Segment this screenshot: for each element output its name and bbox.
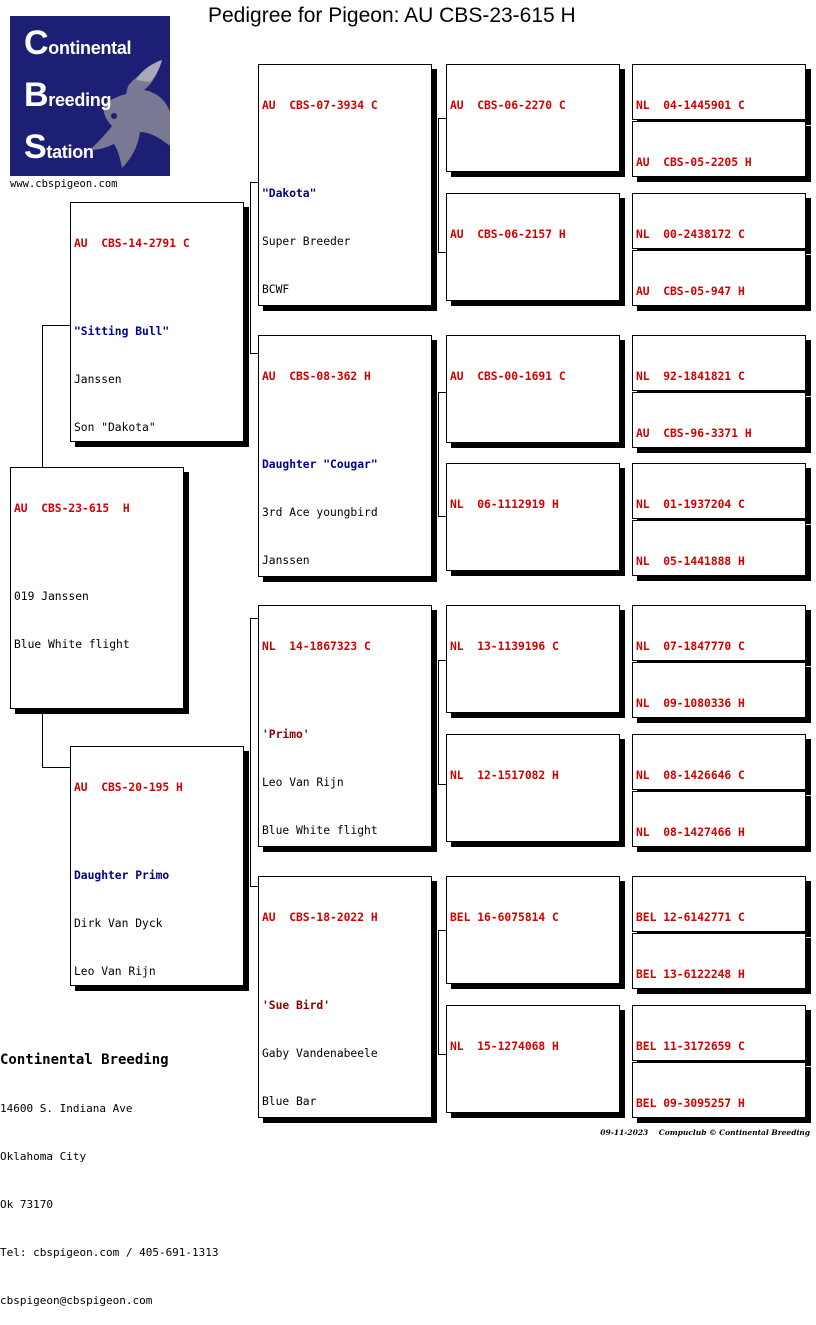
website-link[interactable]: www.cbspigeon.com (10, 178, 118, 190)
pedigree-box-dam-dam[interactable] (258, 876, 432, 1118)
box-line: Super Breeder (262, 235, 351, 248)
pedigree-box-g15[interactable] (632, 1005, 806, 1061)
connector-line (250, 182, 251, 353)
connector-line (438, 392, 446, 393)
page-title: Pedigree for Pigeon: AU CBS-23-615 H (208, 4, 576, 27)
pigeon-name: Daughter "Cougar" (262, 458, 378, 471)
connector-line (438, 784, 446, 785)
pedigree-box-g10[interactable] (632, 662, 806, 718)
pedigree-box-g2[interactable] (632, 121, 806, 177)
pigeon-name: Daughter Primo (74, 869, 170, 882)
contact-email[interactable]: cbspigeon@cbspigeon.com (0, 1294, 153, 1307)
pedigree-box-g4[interactable] (632, 250, 806, 306)
ring-number: NL 07-1847770 C (636, 640, 745, 653)
breeder-name: Continental Breeding (0, 1052, 169, 1068)
ring-number: AU CBS-05-947 H (636, 285, 745, 298)
ring-number: AU CBS-07-3934 C (262, 99, 378, 112)
ring-number: NL 13-1139196 C (450, 640, 559, 653)
pedigree-box-g5[interactable] (632, 335, 806, 391)
pedigree-box-sss[interactable] (446, 64, 620, 172)
connector-line (42, 767, 70, 768)
ring-number: NL 12-1517082 H (450, 769, 559, 782)
ring-number: BEL 09-3095257 H (636, 1097, 745, 1110)
box-line: Son "Dakota" (74, 421, 156, 434)
pedigree-box-sire-dam[interactable] (258, 335, 432, 577)
address-line: Ok 73170 (0, 1198, 53, 1211)
address-line: Oklahoma City (0, 1150, 87, 1163)
box-line: Blue White flight (14, 638, 130, 651)
connector-line (42, 713, 43, 767)
pigeon-name: "Dakota" (262, 187, 317, 200)
pedigree-box-g7[interactable] (632, 463, 806, 519)
connector-line (250, 886, 258, 887)
pedigree-box-g3[interactable] (632, 193, 806, 249)
box-line: BCWF (262, 283, 290, 296)
ring-number: AU CBS-20-195 H (74, 781, 183, 794)
contact-phone[interactable]: Tel: cbspigeon.com / 405-691-1313 (0, 1246, 219, 1259)
pedigree-box-sire[interactable] (70, 202, 244, 442)
connector-line (438, 930, 446, 931)
pigeon-name: 'Sue Bird' (262, 999, 331, 1012)
pedigree-box-g8[interactable] (632, 520, 806, 576)
connector-line (438, 252, 446, 253)
footer-credit: Compuclub © Continental Breeding (658, 1128, 810, 1137)
ring-number: BEL 16-6075814 C (450, 911, 559, 924)
pigeon-name: 'Primo' (262, 728, 310, 741)
connector-line (250, 618, 251, 886)
ring-number: NL 15-1274068 H (450, 1040, 559, 1053)
connector-line (250, 182, 258, 183)
connector-line (438, 118, 439, 252)
connector-line (438, 1054, 446, 1055)
ring-number: NL 06-1112919 H (450, 498, 559, 511)
box-line: 019 Janssen (14, 590, 89, 603)
box-line: Janssen (262, 554, 310, 567)
connector-line (438, 660, 439, 784)
logo-line-2: Breeding (24, 76, 112, 114)
ring-number: AU CBS-06-2270 C (450, 99, 566, 112)
pedigree-box-dam-sire[interactable] (258, 605, 432, 847)
box-line: Blue Bar (262, 1095, 317, 1108)
box-line: Leo Van Rijn (74, 965, 156, 978)
ring-number: AU CBS-96-3371 H (636, 427, 752, 440)
pedigree-box-dds[interactable] (446, 876, 620, 984)
ring-number: AU CBS-14-2791 C (74, 237, 190, 250)
connector-line (438, 516, 446, 517)
connector-line (438, 118, 446, 119)
pedigree-box-g1[interactable] (632, 64, 806, 120)
ring-number: NL 14-1867323 C (262, 640, 371, 653)
pedigree-box-g14[interactable] (632, 933, 806, 989)
ring-number: BEL 13-6122248 H (636, 968, 745, 981)
pedigree-box-sdd[interactable] (446, 463, 620, 571)
pedigree-box-g9[interactable] (632, 605, 806, 661)
box-line: Leo Van Rijn (262, 776, 344, 789)
ring-number: NL 04-1445901 C (636, 99, 745, 112)
box-line: 3rd Ace youngbird (262, 506, 378, 519)
box-line: Blue White flight (262, 824, 378, 837)
ring-number: AU CBS-18-2022 H (262, 911, 378, 924)
footer (600, 1128, 810, 1137)
pigeon-name: "Sitting Bull" (74, 325, 170, 338)
logo-line-3: Station (24, 128, 94, 166)
pedigree-box-g16[interactable] (632, 1062, 806, 1118)
connector-line (42, 325, 43, 468)
ring-number: NL 01-1937204 C (636, 498, 745, 511)
ring-number: NL 00-2438172 C (636, 228, 745, 241)
ring-number: AU CBS-05-2205 H (636, 156, 752, 169)
pedigree-box-sds[interactable] (446, 335, 620, 443)
pedigree-box-g13[interactable] (632, 876, 806, 932)
connector-line (438, 660, 446, 661)
pedigree-box-sire-sire[interactable] (258, 64, 432, 306)
pedigree-box-ddd[interactable] (446, 1005, 620, 1113)
cbs-logo (10, 16, 170, 176)
box-line: Gaby Vandenabeele (262, 1047, 378, 1060)
ring-number: AU CBS-00-1691 C (450, 370, 566, 383)
connector-line (42, 325, 70, 326)
pedigree-box-g6[interactable] (632, 392, 806, 448)
ring-number: BEL 11-3172659 C (636, 1040, 745, 1053)
connector-line (250, 618, 258, 619)
connector-line (250, 353, 258, 354)
connector-line (438, 930, 439, 1054)
pedigree-box-dsd[interactable] (446, 734, 620, 842)
ring-number: AU CBS-23-615 H (14, 502, 130, 515)
box-line: Janssen (74, 373, 122, 386)
pedigree-box-ssd[interactable] (446, 193, 620, 301)
ring-number: NL 09-1080336 H (636, 697, 745, 710)
ring-number: NL 08-1426646 C (636, 769, 745, 782)
connector-line (438, 392, 439, 516)
pedigree-box-g12[interactable] (632, 791, 806, 847)
print-date: 09-11-2023 (600, 1128, 649, 1137)
ring-number: AU CBS-06-2157 H (450, 228, 566, 241)
ring-number: NL 05-1441888 H (636, 555, 745, 568)
ring-number: AU CBS-08-362 H (262, 370, 371, 383)
address-line: 14600 S. Indiana Ave (0, 1102, 133, 1115)
pedigree-box-dss[interactable] (446, 605, 620, 713)
pedigree-box-subject[interactable] (10, 467, 184, 709)
breeder-address (0, 1019, 250, 1325)
logo-line-1: Continental (24, 24, 132, 62)
ring-number: NL 92-1841821 C (636, 370, 745, 383)
ring-number: BEL 12-6142771 C (636, 911, 745, 924)
box-line: Dirk Van Dyck (74, 917, 163, 930)
pedigree-box-dam[interactable] (70, 746, 244, 986)
ring-number: NL 08-1427466 H (636, 826, 745, 839)
pedigree-box-g11[interactable] (632, 734, 806, 790)
